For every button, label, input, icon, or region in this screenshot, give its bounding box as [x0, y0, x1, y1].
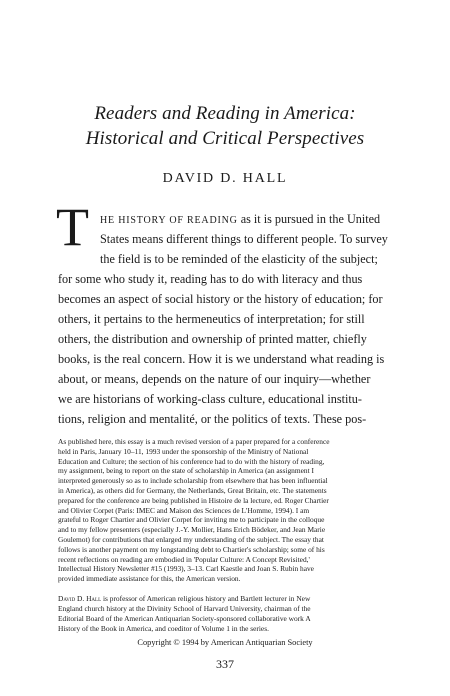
footnote-line: held in Paris, January 10–11, 1993 under the sponsorship of the Ministry of National: [58, 446, 309, 456]
author-bio-line: History of the Book in America, and coeditor of Volume 1 in the series.: [58, 624, 269, 633]
article-title-line-1: Readers and Reading in America:: [94, 103, 356, 124]
body-line-10: we are historians of working-class culture, educational institu-: [58, 392, 362, 406]
author-bio-line: England church history at the Divinity School of Harvard University, chairman of the: [58, 604, 311, 613]
body-line-8: books, is the real concern. How it is we understand what reading is: [58, 352, 385, 366]
article-title-line-2: Historical and Critical Perspectives: [85, 128, 365, 149]
footnote-line: prepared for the conference are being published in Histoire de la lecture, ed. Roger Chartier: [58, 495, 329, 505]
author-name: DAVID D. HALL: [162, 171, 288, 186]
footnote-line: Intellectual History Newsletter #15 (1993), 3–13. Carl Kaestle and Joan S. Rubin have: [58, 564, 314, 574]
body-line-3: the field is to be reminded of the elasticity of the subject;: [100, 252, 378, 266]
body-line-7: others, the distribution and ownership of printed matter, chiefly: [58, 332, 367, 346]
footnote-line: As published here, this essay is a much revised version of a paper prepared for a conference: [58, 437, 330, 446]
author-bio-line: Editorial Board of the American Antiquarian Society-sponsored collaborative work A: [58, 614, 311, 623]
footnote-line: grateful to Roger Chartier and Olivier Corpet for inviting me to participate in the colloque: [58, 515, 325, 525]
bio-text: is professor of American religious history and Bartlett lecturer in New: [101, 594, 311, 603]
footnote-line: and to my fellow presenters (especially J.-Y. Mollier, Hans Erich Bödeker, and Jean Marie: [58, 525, 326, 535]
footnote-line: follows is another payment on my longstanding debt to Chartier's scholarship; some of his: [58, 544, 325, 554]
opening-text: as it is pursued in the United: [237, 212, 381, 226]
drop-cap: T: [56, 197, 89, 257]
page-number: 337: [216, 657, 234, 671]
opening-small-caps: HE HISTORY OF READING: [100, 215, 238, 226]
body-line-2: States means different things to different people. To survey: [100, 232, 388, 246]
body-line-5: becomes an aspect of social history or the history of education; for: [58, 292, 383, 306]
footnote-line: and Olivier Corpet (Paris: IMEC and Maison des Sciences de L'Homme, 1994). I am: [58, 505, 310, 515]
author-bio-line-1: [58, 594, 310, 604]
body-line-4: for some who study it, reading has to do with literacy and thus: [58, 272, 363, 286]
footnote-line: Goulemot) for contributions that enlarged my understanding of the subject. The essay that: [58, 535, 324, 544]
footnote-line: Education and Culture; the section of his conference had to do with the history of reading,: [58, 456, 325, 466]
body-line-1: [100, 209, 384, 231]
body-line-11: tions, religion and mentalité, or the politics of texts. These pos-: [58, 412, 367, 426]
footnote-line: interpreted generously so as to include scholarship from elsewhere that has been influential: [58, 476, 328, 486]
bio-author-name: David D. Hall: [58, 594, 102, 603]
copyright-notice: Copyright © 1994 by American Antiquarian Society: [137, 638, 313, 647]
footnote-line: provided immediate assistance for this, the American version.: [58, 574, 241, 584]
footnote-line: my assignment, being to report on the state of scholarship in America (an assignment I: [58, 466, 314, 476]
body-line-9: about, or means, depends on the nature of our inquiry—whether: [58, 372, 371, 386]
body-line-6: others, it pertains to the hermeneutics of interpretation; for still: [58, 312, 365, 326]
footnote-line: recent reflections on reading are embodied in 'Popular Culture: A Concept Revisited,': [58, 554, 310, 564]
footnote-line: in America), as others did for Germany, the Netherlands, Great Britain, etc. The statements: [58, 486, 327, 495]
